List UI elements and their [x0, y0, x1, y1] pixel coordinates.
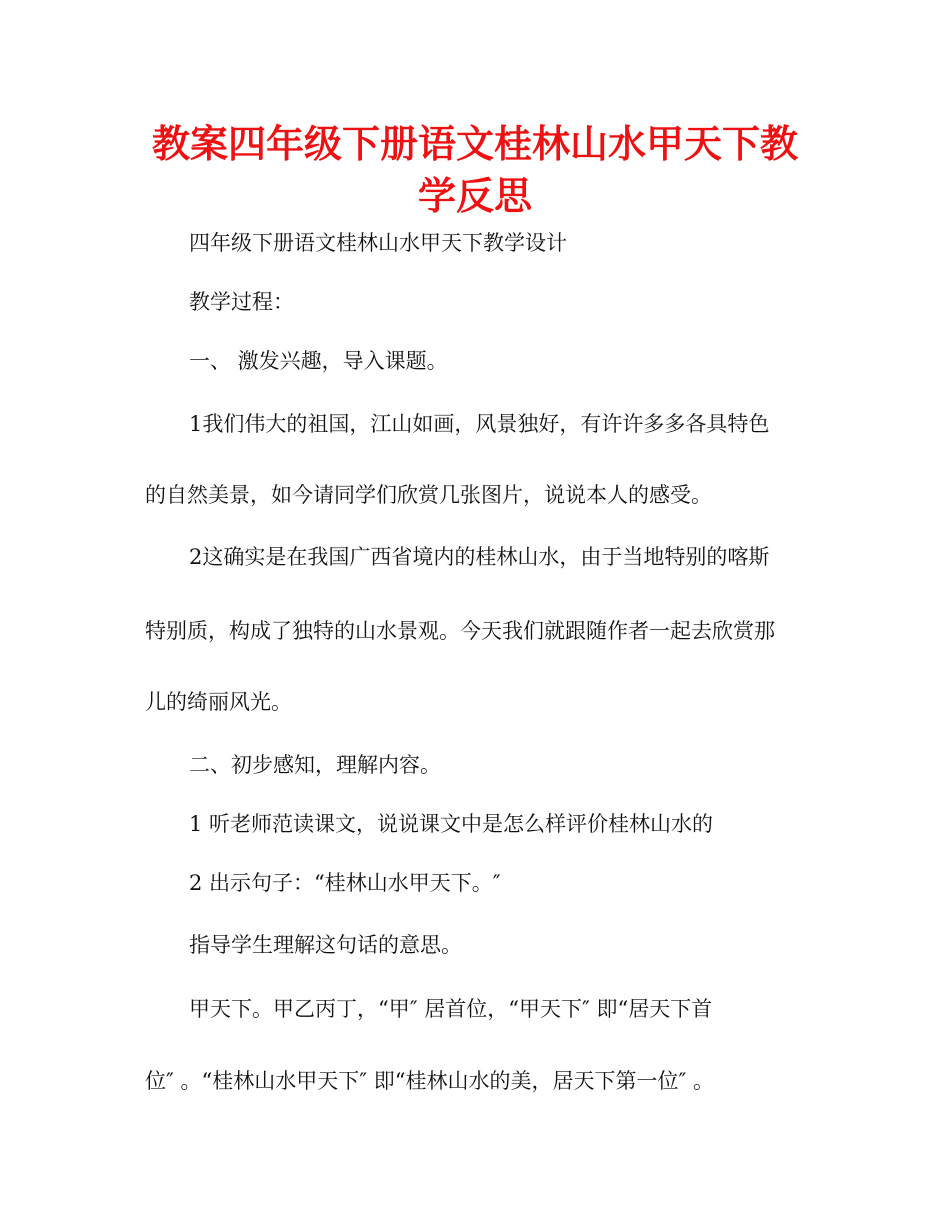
paragraph-line: 指导学生理解这句话的意思。: [189, 933, 462, 957]
paragraph-subtitle: 四年级下册语文桂林山水甲天下教学设计: [189, 231, 567, 255]
paragraph-line: 儿的绮丽风光。: [145, 690, 292, 714]
paragraph-line: 位″ 。“桂林山水甲天下″ 即“桂林山水的美，居天下第一位″ 。: [145, 1069, 715, 1093]
paragraph-line: 2这确实是在我国广西省境内的桂林山水，由于当地特别的喀斯: [189, 545, 770, 569]
paragraph-line: 1 听老师范读课文，说说课文中是怎么样评价桂林山水的: [189, 812, 714, 836]
paragraph-line: 1我们伟大的祖国，江山如画，风景独好，有许许多多各具特色: [189, 412, 770, 436]
paragraph-process-heading: 教学过程：: [189, 290, 294, 314]
paragraph-line: 甲天下。甲乙丙丁，“甲″ 居首位，“甲天下″ 即“居天下首: [189, 997, 713, 1021]
section-heading-1: 一、 激发兴趣，导入课题。: [189, 349, 448, 373]
document-title: 教案四年级下册语文桂林山水甲天下教学反思: [151, 122, 798, 218]
paragraph-line: 的自然美景，如今请同学们欣赏几张图片，说说本人的感受。: [145, 483, 712, 507]
section-heading-2: 二、初步感知，理解内容。: [189, 753, 441, 777]
paragraph-line: 2 出示句子：“桂林山水甲天下。″: [189, 871, 501, 895]
paragraph-line: 特别质，构成了独特的山水景观。今天我们就跟随作者一起去欣赏那: [145, 619, 775, 643]
